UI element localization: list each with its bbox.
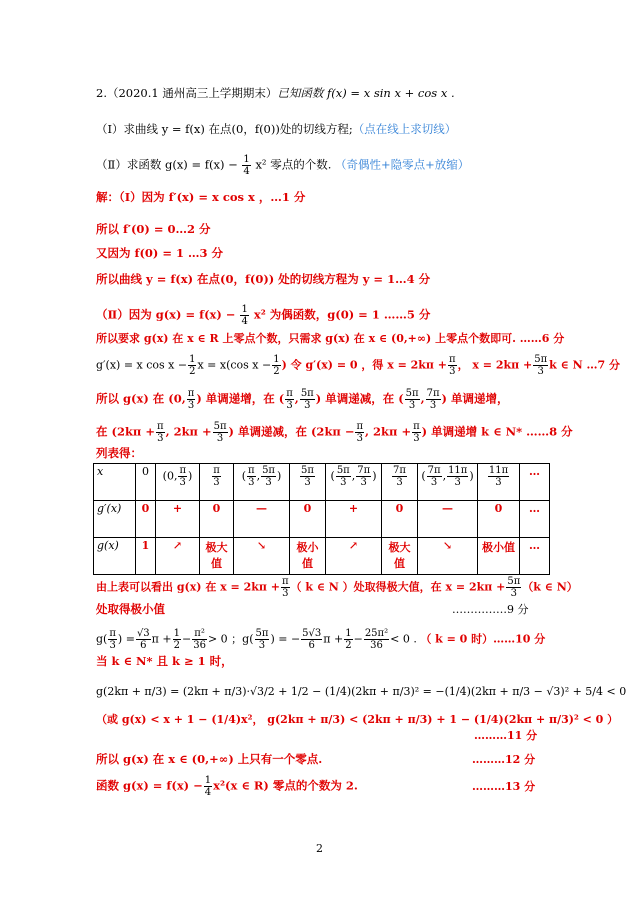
page-number: 2 [316, 842, 323, 855]
part2-hint: （奇偶性+隐零点+放缩） [335, 157, 470, 172]
fraction-quarter: $\frac{1}{4}$ [243, 154, 250, 177]
solution-line-3: 又因为 f(0) = 1 …3 分 [96, 246, 223, 260]
monotonicity-table [93, 463, 550, 575]
part1-hint: （点在线上求切线） [352, 122, 457, 136]
table-row: g(x) 1 ↗ 极大值 ↘ 极小值 ↗ 极大值 ↘ 极小值 … [94, 538, 550, 575]
solution-line-17: 所以 g(x) 在 x ∈ (0,+∞) 上只有一个零点. [96, 752, 323, 766]
score-13: ………13 分 [472, 780, 536, 793]
problem-function: 已知函数 f(x) = x sin x + cos x . [277, 86, 455, 100]
solution-line-8: 所以 g(x) 在 (0, $\frac{\pi}{3}$ ) 单调递增，在 ( $\frac{\pi}{3}$ , $\frac{5\pi}{3}$ ) 单调递减，在 ( $\frac{5\pi}{3}$ , $\frac{7\pi}{3}$ ) 单调递增， [96, 388, 509, 411]
score-11: ………11 分 [474, 729, 538, 742]
problem-source: （2020.1 通州高三上学期期末） [106, 86, 278, 100]
problem-statement [96, 86, 455, 101]
problem-number: 2. [96, 86, 107, 100]
solution-line-5: （Ⅱ）因为 g(x) = f(x) − $\frac{1}{4}$ x² 为偶函数，g(0) = 1 ……5 分 [96, 304, 431, 327]
problem-part2: （Ⅱ）求函数 g(x) = f(x) − $\frac{1}{4}$ x² 零点的个数. （奇偶性+隐零点+放缩） [96, 154, 470, 177]
problem-part1: （Ⅰ）求曲线 y = f(x) 在点(0，f(0))处的切线方程;（点在线上求切线） [96, 122, 457, 136]
solution-line-9: 在 (2kπ + $\frac{\pi}{3}$ , 2kπ + $\frac{5\pi}{3}$ ) 单调递减，在 (2kπ − $\frac{\pi}{3}$ , 2kπ + $\frac{\pi}{3}$ ) 单调递增 k ∈ N* ……8 分 [96, 421, 573, 444]
solution-line-1: 解：（Ⅰ）因为 f′(x) = x cos x ，…1 分 [96, 190, 306, 204]
solution-line-13: g( $\frac{\pi}{3}$ ) = $\frac{√3}{6}$ π + $\frac{1}{2}$ − $\frac{\text{π²}}{36}$ > 0 ；g( $\frac{5\pi}{3}$ ) = − $\frac{5√3}{6}$ π + $\frac{1}{2}$ − $\frac{\text{25π²}}{36}$ < 0 . （ k = 0 时）……10 分 [96, 628, 546, 651]
solution-line-14: 当 k ∈ N* 且 k ≥ 1 时， [96, 654, 233, 668]
solution-line-4: 所以曲线 y = f(x) 在点(0，f(0)) 处的切线方程为 y = 1…4 分 [96, 272, 431, 286]
score-9: ……………9 分 [452, 603, 529, 616]
solution-line-2: 所以 f′(0) = 0…2 分 [96, 222, 211, 236]
solution-line-18: 函数 g(x) = f(x) − $\frac{1}{4}$ x²(x ∈ R) 零点的个数为 2. [96, 775, 358, 798]
solution-line-16: （或 g(x) < x + 1 − (1/4)x²， g(2kπ + π/3) < (2kπ + π/3) + 1 − (1/4)(2kπ + π/3)² < 0 ） [96, 713, 619, 726]
score-12: ………12 分 [472, 753, 536, 766]
table-row: g′(x) 0 + 0 — 0 + 0 — 0 … [94, 501, 550, 538]
solution-line-7: g′(x) = x cos x − $\frac{1}{2}$ x = x(cos x − $\frac{1}{2}$ ) 令 g′(x) = 0 ，得 x = 2kπ + $\frac{\pi}{3}$ ， x = 2kπ + $\frac{5\pi}{3}$ k ∈ N …7 分 [96, 354, 620, 377]
solution-line-12: 处取得极小值 [96, 602, 165, 616]
solution-line-11: 由上表可以看出 g(x) 在 x = 2kπ + $\frac{\pi}{3}$ （ k ∈ N ）处取得极大值，在 x = 2kπ + $\frac{5\pi}{3}$ （k ∈ N） [96, 576, 578, 599]
solution-line-6: 所以要求 g(x) 在 x ∈ R 上零点个数，只需求 g(x) 在 x ∈ (0,+∞) 上零点个数即可. ……6 分 [96, 332, 565, 345]
solution-line-15: g(2kπ + π/3) = (2kπ + π/3)·√3/2 + 1/2 − (1/4)(2kπ + π/3)² = −(1/4)(2kπ + π/3 − √3)² + 5/4 < 0 [96, 685, 627, 698]
solution-line-10: 列表得： [96, 446, 142, 460]
table-row: x 0 (0, $\frac{\pi}{3}$ ) $\frac{\pi}{3}$ ( $\frac{\pi}{3}$ , $\frac{5\pi}{3}$ ) $\frac{5\pi}{3}$ ( $\frac{5\pi}{3}$ , $\frac{7\pi}{3}$ ) $\frac{7\pi}{3}$ ( $\frac{7\pi}{3}$ , $\frac{11\pi}{3}$ ) $\frac{11\pi}{3}$ … [94, 464, 550, 501]
